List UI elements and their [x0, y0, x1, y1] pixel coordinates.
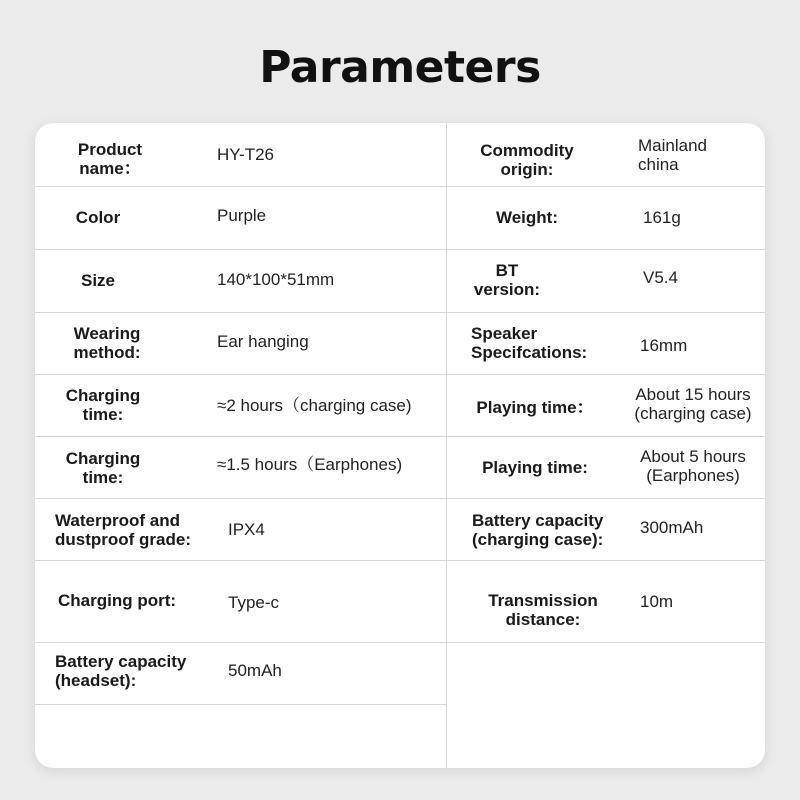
value-size: 140*100*51mm [217, 269, 335, 289]
value-charging-port: Type-c [228, 593, 280, 613]
row-divider [35, 704, 446, 705]
label-charging-time-earphones: Charging time: [65, 449, 141, 487]
value-wearing-method: Ear hanging [217, 331, 309, 351]
page-title: Parameters [259, 42, 541, 93]
label-playing-time-earphones: Playing time: [482, 457, 588, 477]
value-bt-version: V5.4 [643, 267, 678, 287]
label-bt-version: BT version: [473, 261, 541, 299]
label-playing-time-case: Playing time： [476, 397, 594, 417]
value-transmission-distance: 10m [640, 591, 674, 611]
label-commodity-origin: Commodity origin: [480, 141, 574, 179]
column-divider [446, 123, 447, 768]
value-charging-time-earphones: ≈1.5 hours（Earphones) [217, 454, 403, 474]
label-waterproof-grade: Waterproof and dustproof grade: [55, 511, 191, 549]
value-waterproof-grade: IPX4 [228, 519, 265, 539]
value-charging-time-case: ≈2 hours（charging case) [217, 395, 412, 415]
label-charging-port: Charging port: [58, 591, 177, 611]
value-weight: 161g [643, 207, 681, 227]
value-commodity-origin: Mainland china [638, 136, 707, 174]
value-playing-time-case: About 15 hours (charging case) [634, 385, 752, 423]
label-product-name: Product name： [77, 140, 143, 178]
label-battery-capacity-case: Battery capacity (charging case): [472, 511, 604, 549]
label-speaker-specifications: Speaker Specifcations: [471, 324, 588, 362]
value-playing-time-earphones: About 5 hours (Earphones) [640, 447, 746, 485]
value-product-name: HY-T26 [217, 144, 275, 164]
label-battery-capacity-headset: Battery capacity (headset): [55, 652, 187, 690]
label-weight: Weight: [495, 207, 558, 227]
label-wearing-method: Wearing method: [73, 324, 141, 362]
label-transmission-distance: Transmission distance: [488, 591, 598, 629]
label-charging-time-case: Charging time: [65, 386, 141, 424]
value-speaker-specifications: 16mm [640, 335, 688, 355]
value-battery-capacity-headset: 50mAh [228, 661, 282, 681]
label-size: Size [80, 270, 116, 290]
label-color: Color [75, 207, 121, 227]
parameters-table [35, 123, 765, 768]
value-color: Purple [217, 205, 267, 225]
value-battery-capacity-case: 300mAh [640, 517, 704, 537]
